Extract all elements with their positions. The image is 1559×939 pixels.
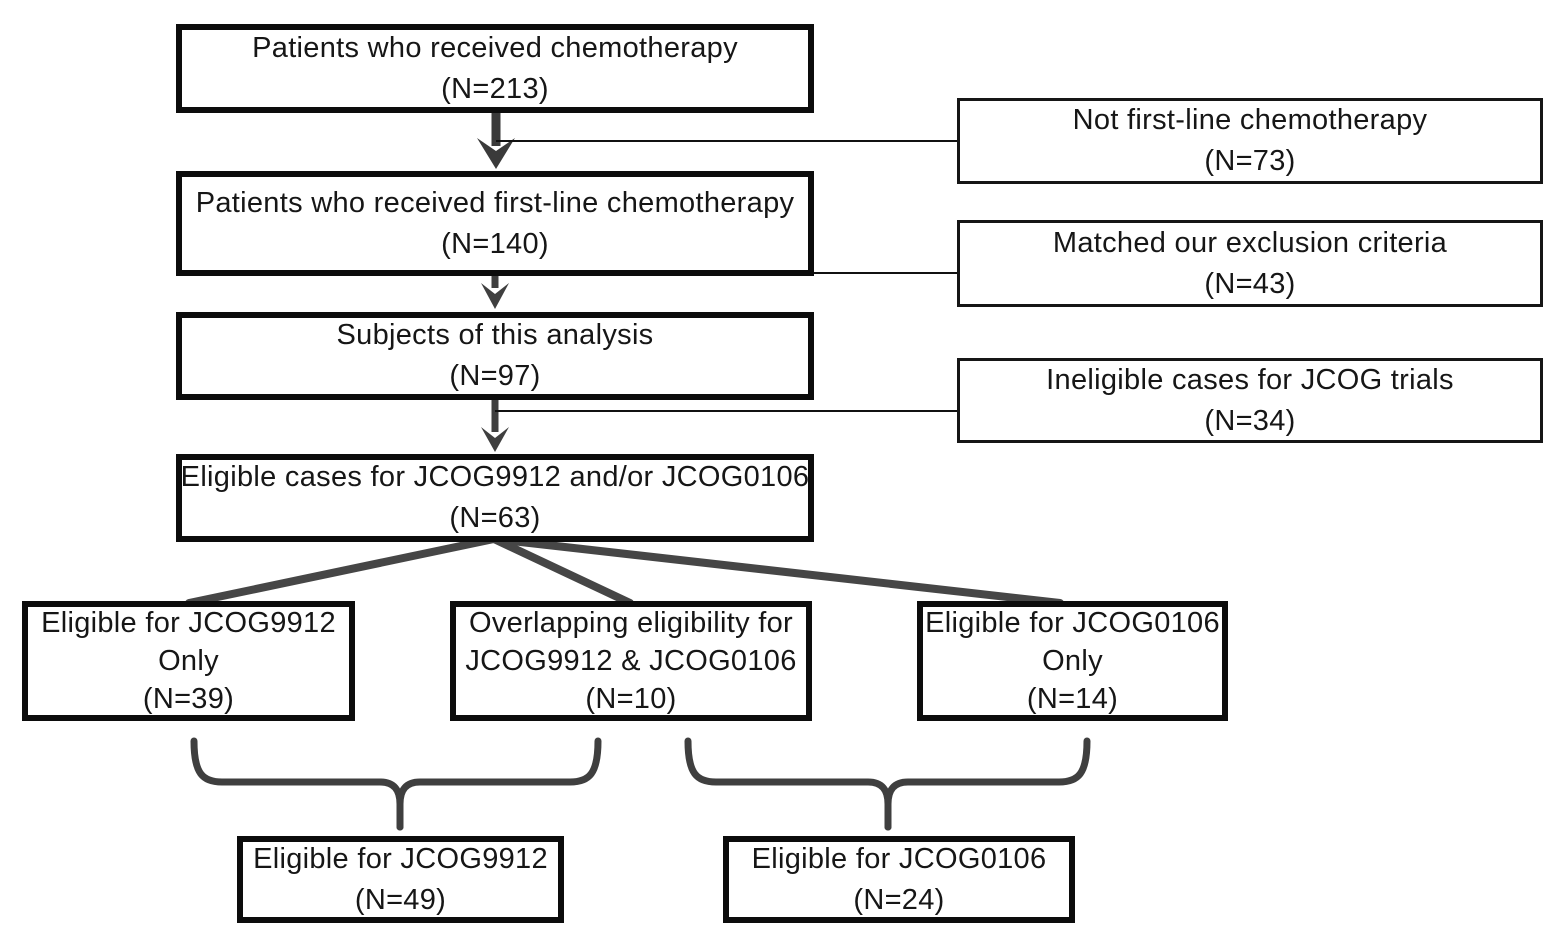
node-not-first-line-label: Not first-line chemotherapy xyxy=(1072,104,1428,136)
node-jcog0106-only-label: Eligible for JCOG0106 xyxy=(925,607,1220,639)
brace-jcog9912-left-half xyxy=(194,741,400,827)
node-not-first-line xyxy=(957,98,1543,184)
node-first-line-label: Patients who received first-line chemotherapy xyxy=(195,186,795,219)
node-overlap-count: (N=10) xyxy=(585,683,677,715)
node-exclusion-criteria xyxy=(957,220,1543,307)
node-chemotherapy-label: Patients who received chemotherapy xyxy=(252,31,738,64)
node-jcog0106-total xyxy=(723,836,1075,923)
node-eligible-either xyxy=(176,454,814,542)
fan-line-to-jcog0106-only xyxy=(494,539,1060,603)
node-eligible-either-count: (N=63) xyxy=(449,502,541,534)
node-not-first-line-count: (N=73) xyxy=(1204,145,1296,177)
node-jcog0106-total-count: (N=24) xyxy=(853,883,945,916)
node-jcog9912-only-count: (N=39) xyxy=(142,683,235,715)
node-first-line-chemotherapy xyxy=(176,171,814,276)
node-ineligible-jcog-label: Ineligible cases for JCOG trials xyxy=(1046,363,1454,396)
node-jcog9912-total-count: (N=49) xyxy=(354,883,447,916)
node-jcog0106-total-label: Eligible for JCOG0106 xyxy=(751,842,1047,875)
node-overlap-eligibility xyxy=(450,601,812,721)
node-exclusion-criteria-count: (N=43) xyxy=(1204,267,1296,300)
node-subjects-label: Subjects of this analysis xyxy=(336,319,654,351)
node-jcog9912-only-label2: Only xyxy=(158,645,219,677)
brace-jcog0106-right-half xyxy=(888,741,1087,827)
node-overlap-label2: JCOG9912 & JCOG0106 xyxy=(465,645,797,677)
node-jcog9912-only xyxy=(22,601,355,721)
node-subjects-count: (N=97) xyxy=(449,360,541,392)
node-subjects xyxy=(176,312,814,400)
node-exclusion-criteria-label: Matched our exclusion criteria xyxy=(1052,226,1448,259)
node-eligible-either-label: Eligible cases for JCOG9912 and/or JCOG0106 xyxy=(180,461,810,493)
brace-jcog0106-left-half xyxy=(688,741,888,827)
fan-line-to-jcog9912-only xyxy=(189,539,494,603)
node-jcog9912-total-label: Eligible for JCOG9912 xyxy=(253,842,548,875)
node-jcog9912-total xyxy=(237,836,564,923)
node-first-line-count: (N=140) xyxy=(441,227,549,260)
node-overlap-label: Overlapping eligibility for xyxy=(468,607,794,639)
brace-jcog9912-right-half xyxy=(400,741,598,827)
node-ineligible-jcog xyxy=(957,358,1543,443)
node-chemotherapy-count: (N=213) xyxy=(441,72,549,105)
node-jcog0106-only-label2: Only xyxy=(1042,645,1103,677)
node-jcog0106-only-count: (N=14) xyxy=(1026,683,1119,715)
node-jcog0106-only xyxy=(917,601,1228,721)
node-chemotherapy xyxy=(176,24,814,113)
node-jcog9912-only-label: Eligible for JCOG9912 xyxy=(41,607,336,639)
node-ineligible-jcog-count: (N=34) xyxy=(1204,404,1296,437)
